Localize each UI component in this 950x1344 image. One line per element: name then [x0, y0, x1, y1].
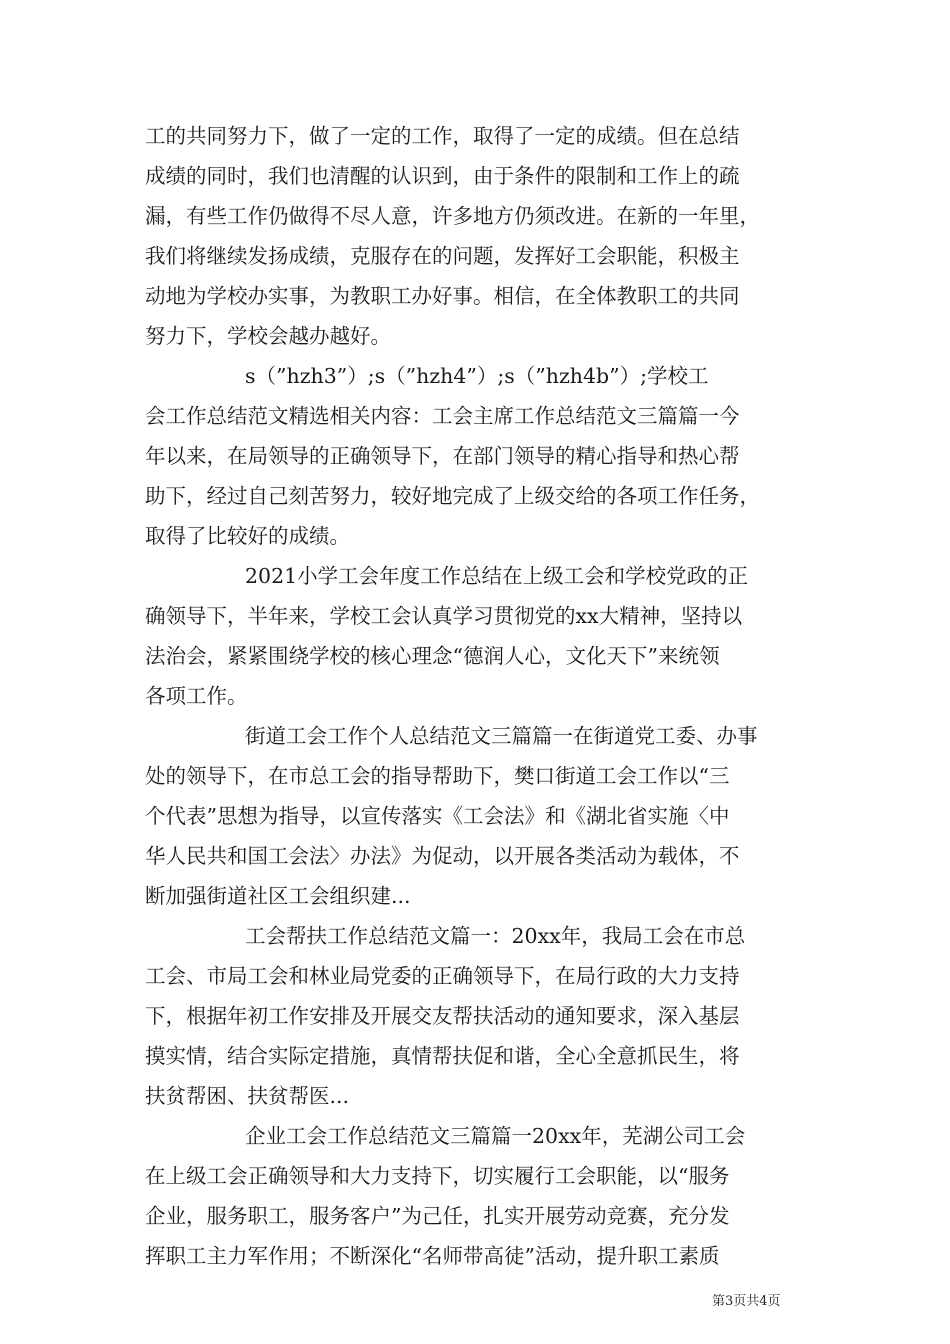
text-line: 工会帮扶工作总结范文篇一：20xx年，我局工会在市总 — [245, 924, 746, 948]
text-line: 工的共同努力下，做了一定的工作，取得了一定的成绩。但在总结 — [145, 124, 740, 148]
text-line: 断加强街道社区工会组织建... — [145, 884, 411, 908]
text-line: 个代表”思想为指导，以宣传落实《工会法》和《湖北省实施〈中 — [145, 804, 730, 828]
text-line: 取得了比较好的成绩。 — [145, 524, 350, 548]
text-line: 努力下，学校会越办越好。 — [145, 324, 391, 348]
text-line: 华人民共和国工会法〉办法》为促动，以开展各类活动为载体，不 — [145, 844, 740, 868]
text-line: 法治会，紧紧围绕学校的核心理念“德润人心，文化天下”来统领 — [145, 644, 720, 668]
page-number: 第3页共4页 — [712, 1294, 781, 1309]
text-line: 工会、市局工会和林业局党委的正确领导下，在局行政的大力支持 — [145, 964, 740, 988]
text-line: 成绩的同时，我们也清醒的认识到，由于条件的限制和工作上的疏 — [145, 164, 740, 188]
text-line: 在上级工会正确领导和大力支持下，切实履行工会职能，以“服务 — [145, 1164, 730, 1188]
text-line: 扶贫帮困、扶贫帮医... — [145, 1084, 350, 1108]
text-line: 街道工会工作个人总结范文三篇篇一在街道党工委、办事 — [245, 724, 758, 748]
text-line: 处的领导下，在市总工会的指导帮助下，樊口街道工会工作以“三 — [145, 764, 730, 788]
text-line: 企业工会工作总结范文三篇篇一20xx年，芜湖公司工会 — [245, 1124, 746, 1148]
text-line: 下，根据年初工作安排及开展交友帮扶活动的通知要求，深入基层 — [145, 1004, 740, 1028]
text-line: 我们将继续发扬成绩，克服存在的问题，发挥好工会职能，积极主 — [145, 244, 740, 268]
text-line: 确领导下，半年来，学校工会认真学习贯彻党的xx大精神，坚持以 — [145, 604, 743, 628]
text-line: 年以来，在局领导的正确领导下，在部门领导的精心指导和热心帮 — [145, 444, 740, 468]
text-line: s（”hzh3”）;s（”hzh4”）;s（”hzh4b”）;学校工 — [245, 364, 709, 388]
text-line: 助下，经过自己刻苦努力，较好地完成了上级交给的各项工作任务， — [145, 484, 760, 508]
text-line: 挥职工主力军作用；不断深化“名师带高徒”活动，提升职工素质 — [145, 1244, 720, 1268]
text-line: 会工作总结范文精选相关内容：工会主席工作总结范文三篇篇一今 — [145, 404, 740, 428]
text-line: 企业，服务职工，服务客户”为己任，扎实开展劳动竞赛，充分发 — [145, 1204, 730, 1228]
text-line: 漏，有些工作仍做得不尽人意，许多地方仍须改进。在新的一年里， — [145, 204, 760, 228]
text-line: 动地为学校办实事，为教职工办好事。相信，在全体教职工的共同 — [145, 284, 740, 308]
text-line: 摸实情，结合实际定措施，真情帮扶促和谐，全心全意抓民生，将 — [145, 1044, 740, 1068]
text-line: 2021小学工会年度工作总结在上级工会和学校党政的正 — [245, 564, 749, 588]
text-line: 各项工作。 — [145, 684, 248, 708]
